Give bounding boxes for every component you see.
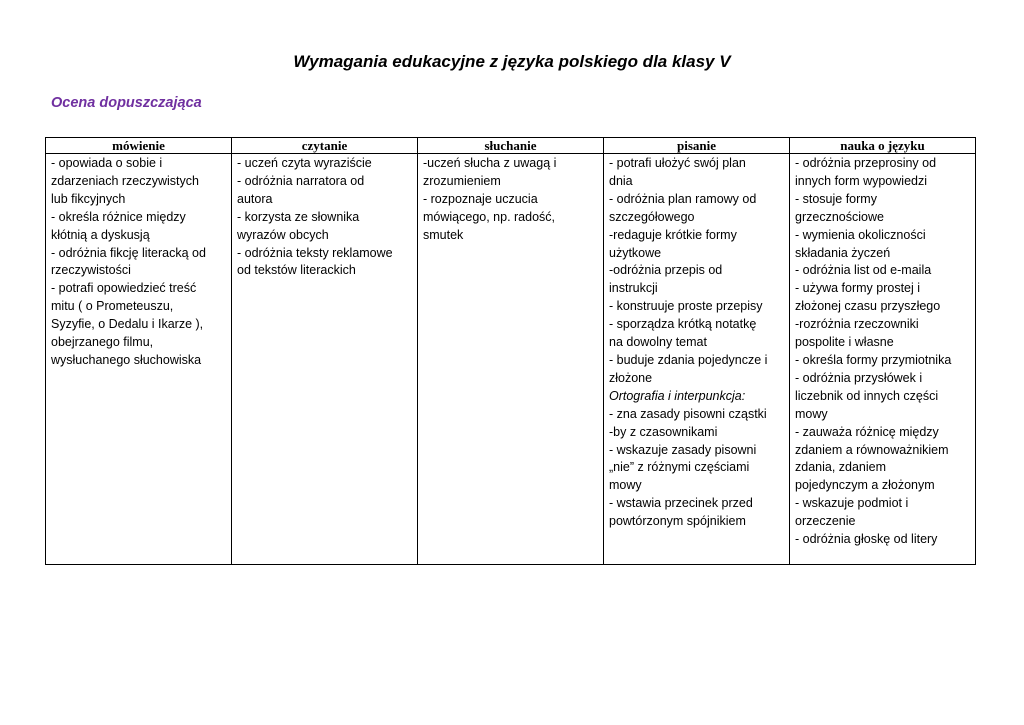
requirement-line: pospolite i własne: [795, 335, 894, 350]
requirement-line: - konstruuje proste przepisy: [609, 299, 763, 314]
requirement-line: - używa formy prostej i: [795, 281, 921, 296]
requirement-line: - odróżnia narratora od: [237, 173, 365, 188]
grade-heading: Ocena dopuszczająca: [51, 95, 202, 111]
requirement-line: instrukcji: [609, 281, 658, 296]
requirement-line: -uczeń słucha z uwagą i: [423, 156, 557, 170]
document-title: Wymagania edukacyjne z języka polskiego dla klasy V: [293, 52, 731, 71]
requirement-line: złożone: [609, 370, 653, 385]
requirement-line: mowy: [795, 406, 828, 421]
requirement-line: użytkowe: [609, 245, 662, 260]
requirement-line: - odróżnia przysłówek i: [795, 370, 923, 385]
requirement-line: smutek: [423, 227, 464, 242]
requirement-line: liczebnik od innych części: [795, 388, 939, 403]
requirement-line: „nie” z różnymi częściami: [609, 460, 750, 475]
column-header-speaking: mówienie: [46, 138, 232, 154]
cell-speaking: [46, 154, 232, 565]
cell-language: [790, 154, 976, 565]
requirement-line: autora: [237, 191, 273, 206]
requirement-line: rzeczywistości: [51, 263, 131, 278]
requirement-line: - rozpoznaje uczucia: [423, 191, 538, 206]
requirement-line: grzecznościowe: [795, 209, 884, 224]
requirement-line: - buduje zdania pojedyncze i: [609, 352, 768, 367]
requirement-line: mitu ( o Prometeuszu,: [51, 299, 174, 314]
requirement-line: - odróżnia przeprosiny od: [795, 156, 937, 170]
column-header-writing: pisanie: [604, 138, 790, 154]
requirement-line: zdaniem a równoważnikiem: [795, 442, 949, 457]
requirement-line: - korzysta ze słownika: [237, 209, 360, 224]
requirement-line: - wstawia przecinek przed: [609, 496, 753, 511]
requirement-line: - sporządza krótką notatkę: [609, 317, 757, 332]
requirement-line: zdania, zdaniem: [795, 460, 887, 475]
requirement-line: Syzyfie, o Dedalu i Ikarze ),: [51, 317, 204, 332]
requirement-line: powtórzonym spójnikiem: [609, 514, 746, 529]
requirement-line: - odróżnia głoskę od litery: [795, 532, 938, 547]
requirement-line: - zna zasady pisowni cząstki: [609, 406, 767, 421]
requirement-line: wysłuchanego słuchowiska: [51, 352, 202, 367]
requirement-line: składania życzeń: [795, 245, 891, 260]
requirement-line: -by z czasownikami: [609, 424, 718, 439]
requirement-line: - określa różnice między: [51, 209, 186, 224]
requirement-line: - potrafi opowiedzieć treść: [51, 281, 197, 296]
requirement-line: lub fikcyjnych: [51, 191, 126, 206]
requirement-line: złożonej czasu przyszłego: [795, 299, 941, 314]
requirement-line: - zauważa różnicę między: [795, 424, 939, 439]
requirement-line: mowy: [609, 478, 642, 493]
requirement-line: dnia: [609, 173, 633, 188]
table-header-row: [46, 138, 976, 154]
column-header-language: nauka o języku: [790, 138, 976, 154]
requirement-line: zdarzeniach rzeczywistych: [51, 173, 199, 188]
requirement-line: orzeczenie: [795, 514, 856, 529]
column-header-reading: czytanie: [232, 138, 418, 154]
requirement-line: obejrzanego filmu,: [51, 335, 154, 350]
cell-listening: [418, 154, 604, 565]
cell-writing: [604, 154, 790, 565]
requirement-line: na dowolny temat: [609, 335, 707, 350]
requirement-line: - odróżnia plan ramowy od: [609, 191, 757, 206]
requirement-line: od tekstów literackich: [237, 263, 356, 278]
requirement-line: wyrazów obcych: [237, 227, 329, 242]
requirement-line: - odróżnia teksty reklamowe: [237, 245, 393, 260]
requirements-table: [45, 137, 976, 565]
requirement-line: innych form wypowiedzi: [795, 173, 927, 188]
cell-reading: [232, 154, 418, 565]
table-row: [46, 154, 976, 565]
requirement-line: - uczeń czyta wyraziście: [237, 156, 372, 170]
requirement-line: - wymienia okoliczności: [795, 227, 926, 242]
requirement-line: mówiącego, np. radość,: [423, 209, 556, 224]
requirement-line: -redaguje krótkie formy: [609, 227, 737, 242]
column-header-listening: słuchanie: [418, 138, 604, 154]
requirement-line: - odróżnia list od e-maila: [795, 263, 932, 278]
requirement-line: Ortografia i interpunkcja:: [609, 388, 746, 403]
requirement-line: zrozumieniem: [423, 173, 501, 188]
requirement-line: kłótnią a dyskusją: [51, 227, 150, 242]
requirement-line: -odróżnia przepis od: [609, 263, 723, 278]
requirement-line: - określa formy przymiotnika: [795, 352, 952, 367]
requirement-line: - wskazuje zasady pisowni: [609, 442, 757, 457]
requirement-line: szczegółowego: [609, 209, 695, 224]
requirement-line: - odróżnia fikcję literacką od: [51, 245, 206, 260]
requirement-line: - stosuje formy: [795, 191, 877, 206]
requirement-line: pojedynczym a złożonym: [795, 478, 935, 493]
requirement-line: -rozróżnia rzeczowniki: [795, 317, 919, 332]
requirement-line: - opowiada o sobie i: [51, 156, 163, 170]
requirement-line: - wskazuje podmiot i: [795, 496, 909, 511]
requirement-line: - potrafi ułożyć swój plan: [609, 156, 746, 170]
